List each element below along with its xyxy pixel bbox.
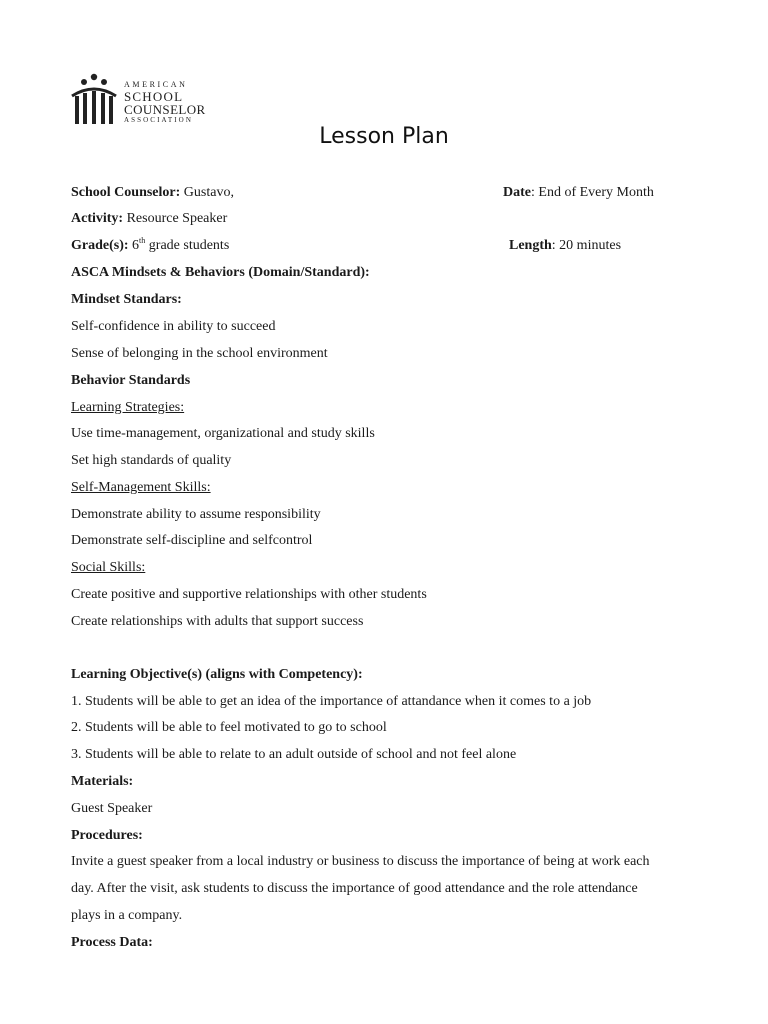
length-row — [509, 237, 621, 255]
procedures-heading: Procedures: — [71, 828, 143, 843]
logo-wordmark — [124, 81, 206, 124]
logo-line-school: SCHOOL — [124, 89, 184, 104]
mindset-item: Self-confidence in ability to succeed — [71, 319, 276, 334]
social-skills-item: Create positive and supportive relationships with other students — [71, 587, 427, 602]
activity-label: Activity: — [71, 211, 124, 226]
learning-strategy-item: Set high standards of quality — [71, 453, 232, 468]
grade-rest: grade students — [148, 238, 230, 253]
procedures-line: plays in a company. — [71, 908, 183, 923]
procedures-line: Invite a guest speaker from a local industry or business to discuss the importance of being at work each — [71, 854, 650, 869]
asca-logo — [70, 72, 220, 128]
procedures-line: day. After the visit, ask students to discuss the importance of good attendance and the role attendance — [71, 881, 638, 896]
grade-superscript: th — [139, 236, 146, 245]
objectives-heading: Learning Objective(s) (aligns with Competency): — [71, 667, 363, 682]
logo-line-american: AMERICAN — [124, 80, 188, 89]
length-value: : 20 minutes — [551, 238, 622, 253]
mindset-item: Sense of belonging in the school environment — [71, 346, 328, 361]
process-data-heading: Process Data: — [71, 935, 153, 950]
asca-logo-icon — [70, 72, 122, 128]
grade-number: 6 — [132, 238, 140, 253]
date-row — [503, 184, 654, 202]
date-value: : End of Every Month — [531, 185, 654, 200]
mindset-heading: Mindset Standars: — [71, 292, 182, 307]
counselor-value: Gustavo, — [183, 185, 234, 200]
counselor-label: School Counselor: — [71, 185, 181, 200]
learning-strategy-item: Use time-management, organizational and study skills — [71, 426, 375, 441]
length-label: Length — [509, 238, 552, 253]
materials-value: Guest Speaker — [71, 801, 153, 816]
materials-heading: Materials: — [71, 774, 134, 789]
date-label: Date — [503, 185, 531, 200]
page-title: Lesson Plan — [319, 124, 449, 149]
grade-label: Grade(s): — [71, 238, 129, 253]
self-management-label: Self-Management Skills: — [71, 480, 211, 495]
objective-item: 3. Students will be able to relate to an adult outside of school and not feel alone — [71, 747, 517, 762]
activity-row — [71, 210, 227, 228]
self-management-item: Demonstrate self-discipline and selfcontrol — [71, 533, 313, 548]
objective-item: 2. Students will be able to feel motivated to go to school — [71, 720, 387, 735]
logo-line-counselor: COUNSELOR — [124, 102, 206, 117]
behavior-heading: Behavior Standards — [71, 373, 191, 388]
counselor-row — [71, 184, 234, 202]
objective-item: 1. Students will be able to get an idea of the importance of attandance when it comes to a job — [71, 694, 592, 709]
logo-line-association: ASSOCIATION — [124, 116, 193, 124]
asca-heading: ASCA Mindsets & Behaviors (Domain/Standard): — [71, 265, 370, 280]
activity-value: Resource Speaker — [126, 211, 228, 226]
grade-row — [71, 237, 229, 255]
social-skills-item: Create relationships with adults that support success — [71, 614, 364, 629]
social-skills-label: Social Skills: — [71, 560, 146, 575]
self-management-item: Demonstrate ability to assume responsibility — [71, 507, 321, 522]
learning-strategies-label: Learning Strategies: — [71, 400, 185, 415]
